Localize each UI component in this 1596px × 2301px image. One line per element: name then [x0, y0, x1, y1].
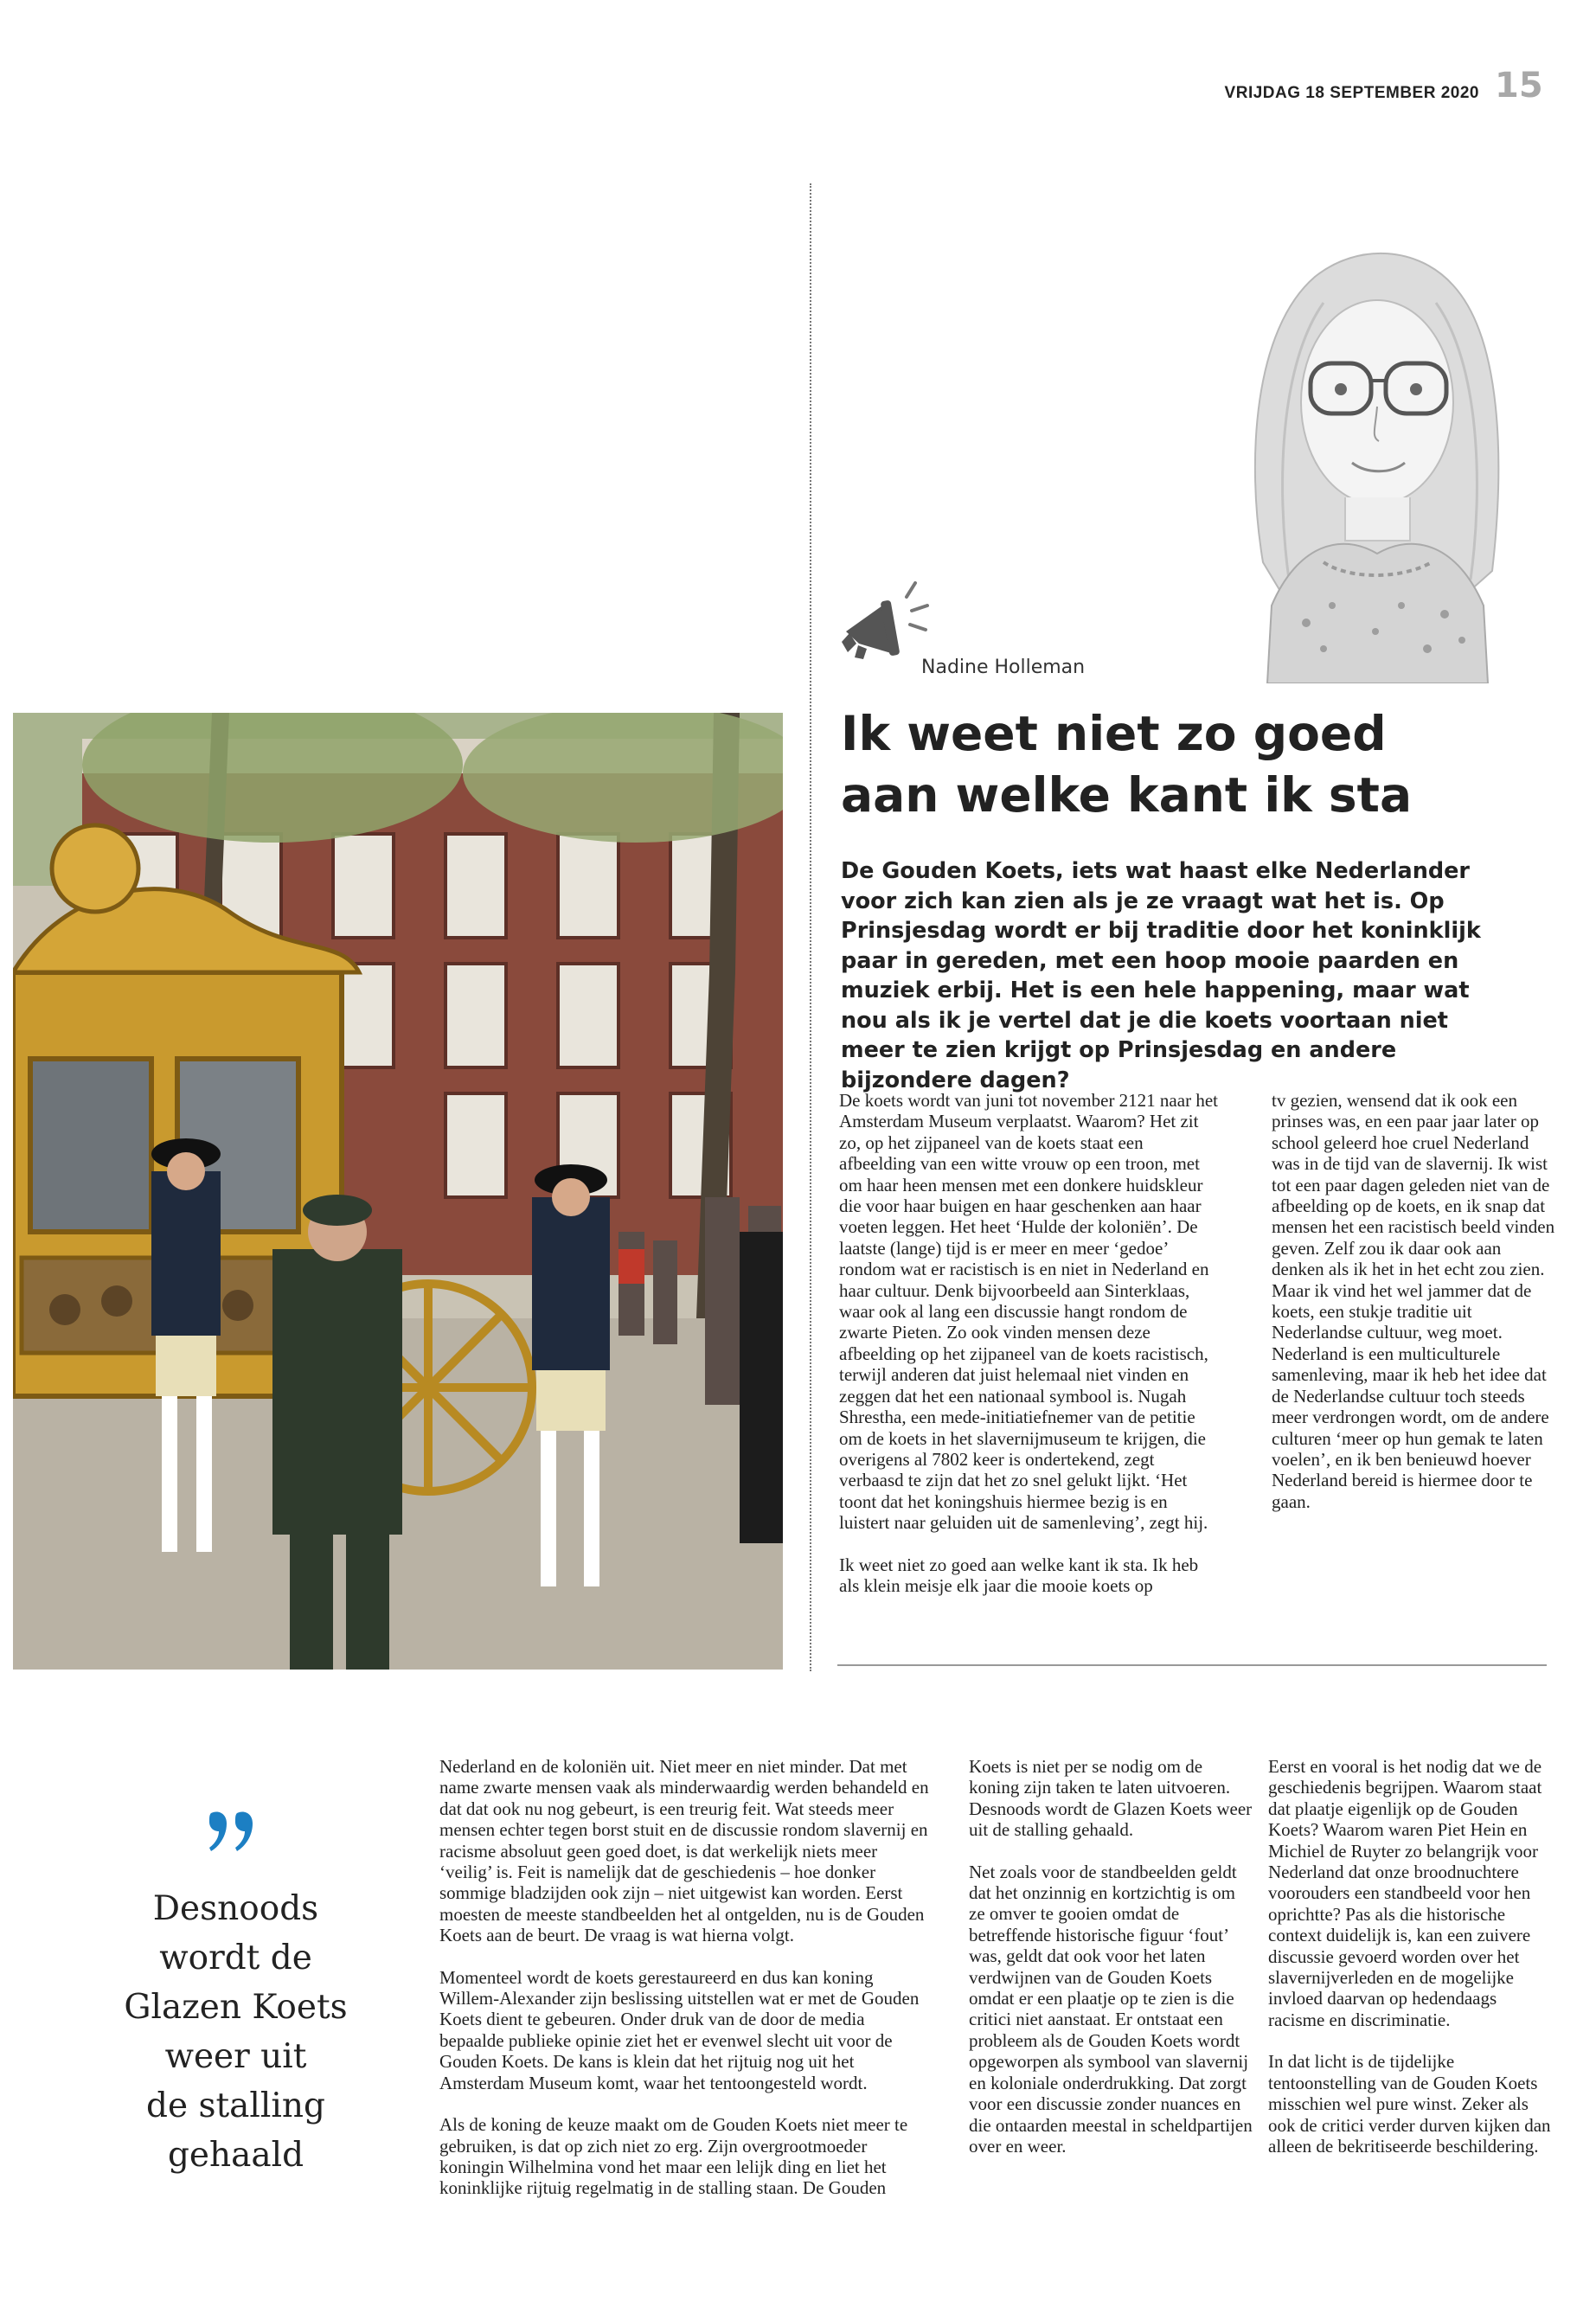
- paragraph: Eerst en vooral is het nodig dat we de geschiedenis begrijpen. Waarom staat dat plaatje eigenlijk op de Gouden Koets? Waarom waren Piet Hein en Michiel de Ruyter zo belangrijk voor Nederland dat onze broodnuchtere voorouders een standbeeld voor hen oprichtte? Pas als die historische context duidelijk is, kan een zuivere discussie gevoerd worden over het slavernijverleden en de mogelijke invloed daarvan op hedendaags racisme en discriminatie.: [1268, 1756, 1542, 2030]
- article-headline: [841, 703, 1550, 826]
- author-portrait: [1194, 199, 1540, 683]
- pull-quote-line: Glazen Koets: [124, 1988, 348, 2027]
- article-intro: De Gouden Koets, iets wat haast elke Nederlander voor zich kan zien als je ze vraagt wat het is. Op Prinsjesdag wordt er bij traditie door het koninklijk paar in gereden, met een hoop mooie paarden en muziek erbij. Het is een hele happening, maar wat nou als ik je vertel dat je die koets voortaan niet meer te zien krijgt op Prinsjesdag en andere bijzondere dagen?: [841, 858, 1481, 1093]
- column-divider: [810, 183, 811, 1671]
- paragraph: Momenteel wordt de koets gerestaureerd en dus kan koning Willem-Alexander zijn beslissing uitstellen wat er met de Gouden Koets dient te gebeuren. Onder druk van de door de media bepaalde publieke opinie ziet het er evenwel slecht uit voor de Gouden Koets. De kans is klein dat het rijtuig nog uit het Amsterdam Museum komt, waar het tentoongesteld wordt.: [439, 1966, 920, 2093]
- paragraph: De koets wordt van juni tot november 2121 naar het Amsterdam Museum verplaatst. Waarom? Het zit zo, op het zijpaneel van de koets staat een afbeelding van een witte vrouw op een troon, met om haar heen mensen met een donkere huidskleur die voor haar buigen en haar geschenken aan haar voeten leggen. Het heet ‘Hulde der koloniën’. De laatste (lange) tijd is er meer en meer ‘gedoe’ rondom wat er racistisch is en niet in Nederland en haar cultuur. Denk bijvoorbeeld aan Sinterklaas, waar ook al lang een discussie hangt rondom de zwarte Pieten. Zo ook vinden mensen deze afbeelding op het zijpaneel van de koets racistisch, terwijl anderen dat juist helemaal niet vinden en zeggen dat het een nationaal symbool is. Nugah Shrestha, een mede-initiatiefnemer van de petitie om de koets in het slavernijmuseum te krijgen, die overigens al 7802 keer is ondertekend, zegt verbaasd te zijn dat het zo snel gelukt lijkt. ‘Het toont dat het koningshuis hiermee bezig is en luistert naar geluiden uit de samenleving’, zegt hij.: [839, 1090, 1218, 1534]
- article-column-2: [1272, 1090, 1557, 1512]
- golden-coach-photo: [13, 713, 783, 1670]
- pull-quote: [78, 1884, 394, 2180]
- quote-mark-icon: [208, 1808, 260, 1860]
- issue-date: VRIJDAG 18 SEPTEMBER 2020: [1224, 84, 1479, 102]
- paragraph: Ik weet niet zo goed aan welke kant ik sta. Ik heb als klein meisje elk jaar die mooie koets op: [839, 1554, 1199, 1596]
- article-column-3: [439, 1756, 933, 2199]
- paragraph: Koets is niet per se nodig om de koning zijn taken te laten uitvoeren. Desnoods wordt de Glazen Koets weer uit de stalling gehaald.: [969, 1756, 1253, 1841]
- author-name: Nadine Holleman: [921, 657, 1086, 678]
- megaphone-icon: [837, 571, 941, 666]
- paragraph: Als de koning de keuze maakt om de Gouden Koets niet meer te gebruiken, is dat op zich niet zo erg. Zijn overgrootmoeder koningin Wilhelmina vond het maar een lelijk ding en liet het koninklijke rijtuig regelmatig in de stalling staan. De Gouden: [439, 2114, 908, 2199]
- pull-quote-line: Desnoods: [152, 1889, 319, 1928]
- pull-quote-line: gehaald: [167, 2136, 304, 2175]
- paragraph: Net zoals voor de standbeelden geldt dat het onzinnig en kortzichtig is om ze omver te gooien omdat de betreffende historische figuur ‘fout’ was, geldt dat ook voor het laten verdwijnen van de Gouden Koets omdat er een plaatje op te zien is die critici niet aanstaat. Er ontstaat een probleem als de Gouden Koets wordt opgeworpen als symbool van slavernij en koloniale onderdrukking. Dat zorgt voor een discussie zonder nuances en die ontaarden meestal in scheldpartijen over en weer.: [969, 1861, 1253, 2157]
- article-column-5: [1268, 1756, 1554, 2157]
- pull-quote-line: weer uit: [164, 2037, 307, 2076]
- section-divider: [837, 1664, 1547, 1666]
- paragraph: Nederland en de koloniën uit. Niet meer en niet minder. Dat met name zwarte mensen vaak als minderwaardig werden behandeld en dat dat ook nu nog gebeurt, is een treurig feit. Wat steeds meer mensen echter tegen borst stuit en de discussie rondom slavernij en racisme absoluut geen goed doet, is dat werkelijk niets meer ‘veilig’ is. Feit is namelijk dat de geschiedenis – hoe donker sommige bladzijden ook zijn – niet uitgewist kan worden. Eerst moesten de meeste standbeelden het al ontgelden, nu is de Gouden Koets aan de beurt. De vraag is wat hierna volgt.: [439, 1756, 929, 1946]
- article-column-4: [969, 1756, 1254, 2157]
- pull-quote-line: de stalling: [146, 2086, 325, 2125]
- paragraph: tv gezien, wensend dat ik ook een prinses was, en een paar jaar later op school geleerd hoe cruel Nederland was in de tijd van de slavernij. Ik wist tot een paar dagen geleden niet van de afbeelding op de koets, en ik snap dat mensen het een racistisch beeld vinden geven. Zelf zou ik daar ook aan denken als ik het in het echt zou zien. Maar ik vind het wel jammer dat de koets, een stukje traditie uit Nederlandse cultuur, weg moet. Nederland is een multiculturele samenleving, maar ik heb het idee dat de Nederlandse cultuur toch steeds meer verdrongen wordt, om de andere culturen ‘meer op hun gemak te laten voelen’, en ik ben benieuwd hoever Nederland bereid is hiermee door te gaan.: [1272, 1090, 1555, 1512]
- headline-line-1: Ik weet niet zo goed: [841, 706, 1387, 761]
- paragraph: In dat licht is de tijdelijke tentoonstelling van de Gouden Koets misschien wel pure winst. Zeker als ook de critici verder durven kijken dan alleen de bekritiseerde beschildering.: [1268, 2051, 1551, 2157]
- pull-quote-line: wordt de: [159, 1939, 312, 1977]
- article-column-1: [839, 1090, 1220, 1596]
- page-number: 15: [1495, 66, 1543, 106]
- headline-line-2: aan welke kant ik sta: [841, 767, 1413, 823]
